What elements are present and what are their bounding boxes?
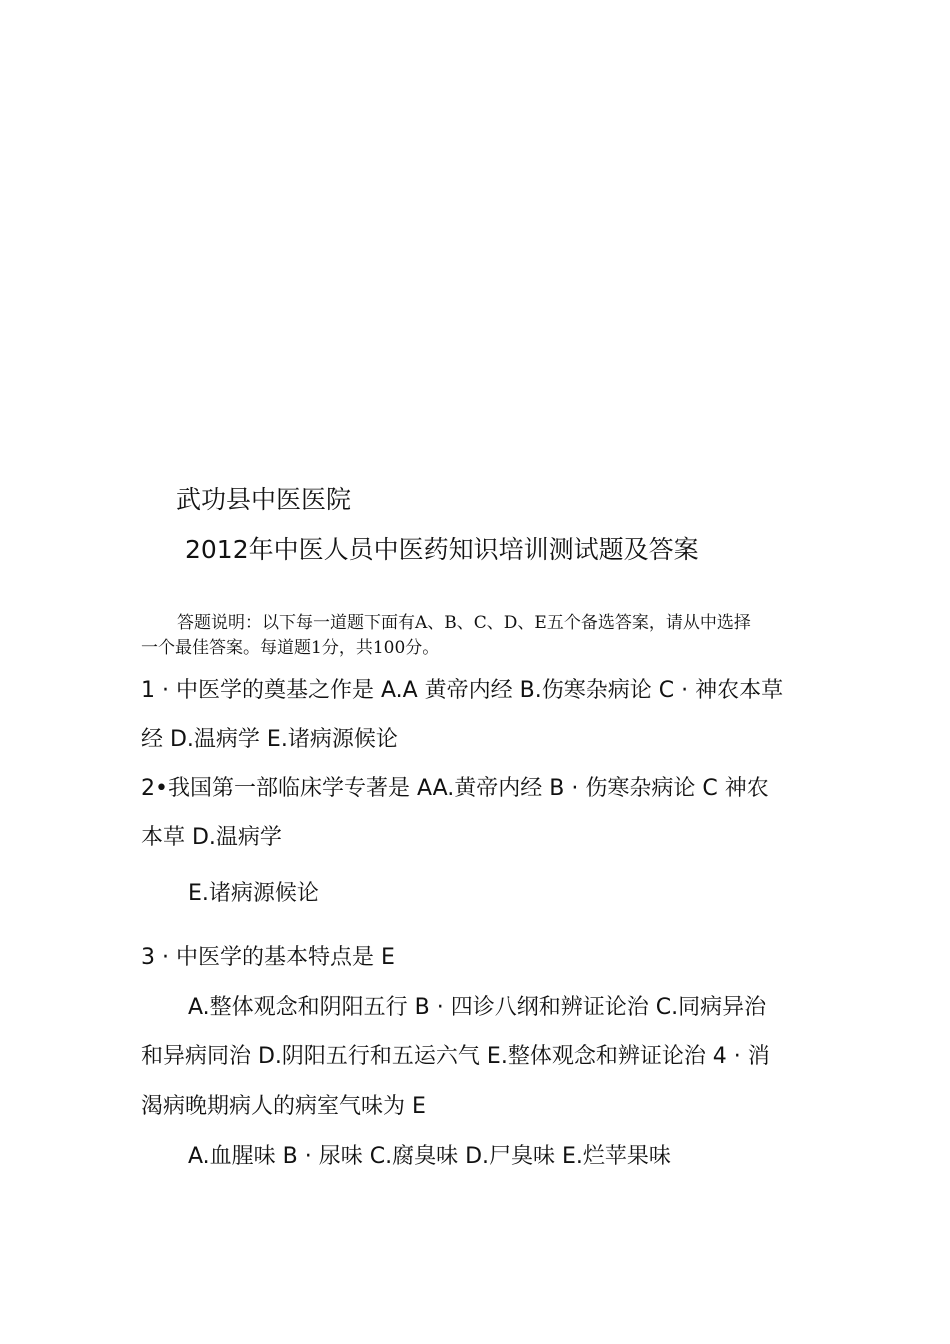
question-1-line-1: 1 · 中医学的奠基之作是 A.A 黄帝内经 B.伤寒杂病论 C · 神农本草 [141,678,784,703]
document-title: 2012年中医人员中医药知识培训测试题及答案 [185,535,699,564]
question-2-line-2: 本草 D.温病学 [141,825,282,850]
question-1-line-2: 经 D.温病学 E.诸病源候论 [141,727,398,752]
hospital-name: 武功县中医医院 [176,485,352,514]
instructions-line-2: 一个最佳答案。每道题1分，共100分。 [141,638,440,658]
question-2-line-1: 2•我国第一部临床学专著是 AA.黄帝内经 B · 伤寒杂病论 C 神农 [141,776,769,801]
question-4-options: A.血腥味 B · 尿味 C.腐臭味 D.尸臭味 E.烂苹果味 [188,1144,671,1169]
instructions-line-1: 答题说明：以下每一道题下面有A、B、C、D、E五个备选答案，请从中选择 [177,613,751,633]
question-2-line-3: E.诸病源候论 [188,881,319,906]
question-3-options-line-2: 和异病同治 D.阴阳五行和五运六气 E.整体观念和辨证论治 4 · 消 [141,1044,770,1069]
question-3-line-1: 3 · 中医学的基本特点是 E [141,945,395,970]
question-3-options-line-1: A.整体观念和阴阳五行 B · 四诊八纲和辨证论治 C.同病异治 [188,995,767,1020]
question-4-line-1: 渴病晚期病人的病室气味为 E [141,1094,426,1119]
